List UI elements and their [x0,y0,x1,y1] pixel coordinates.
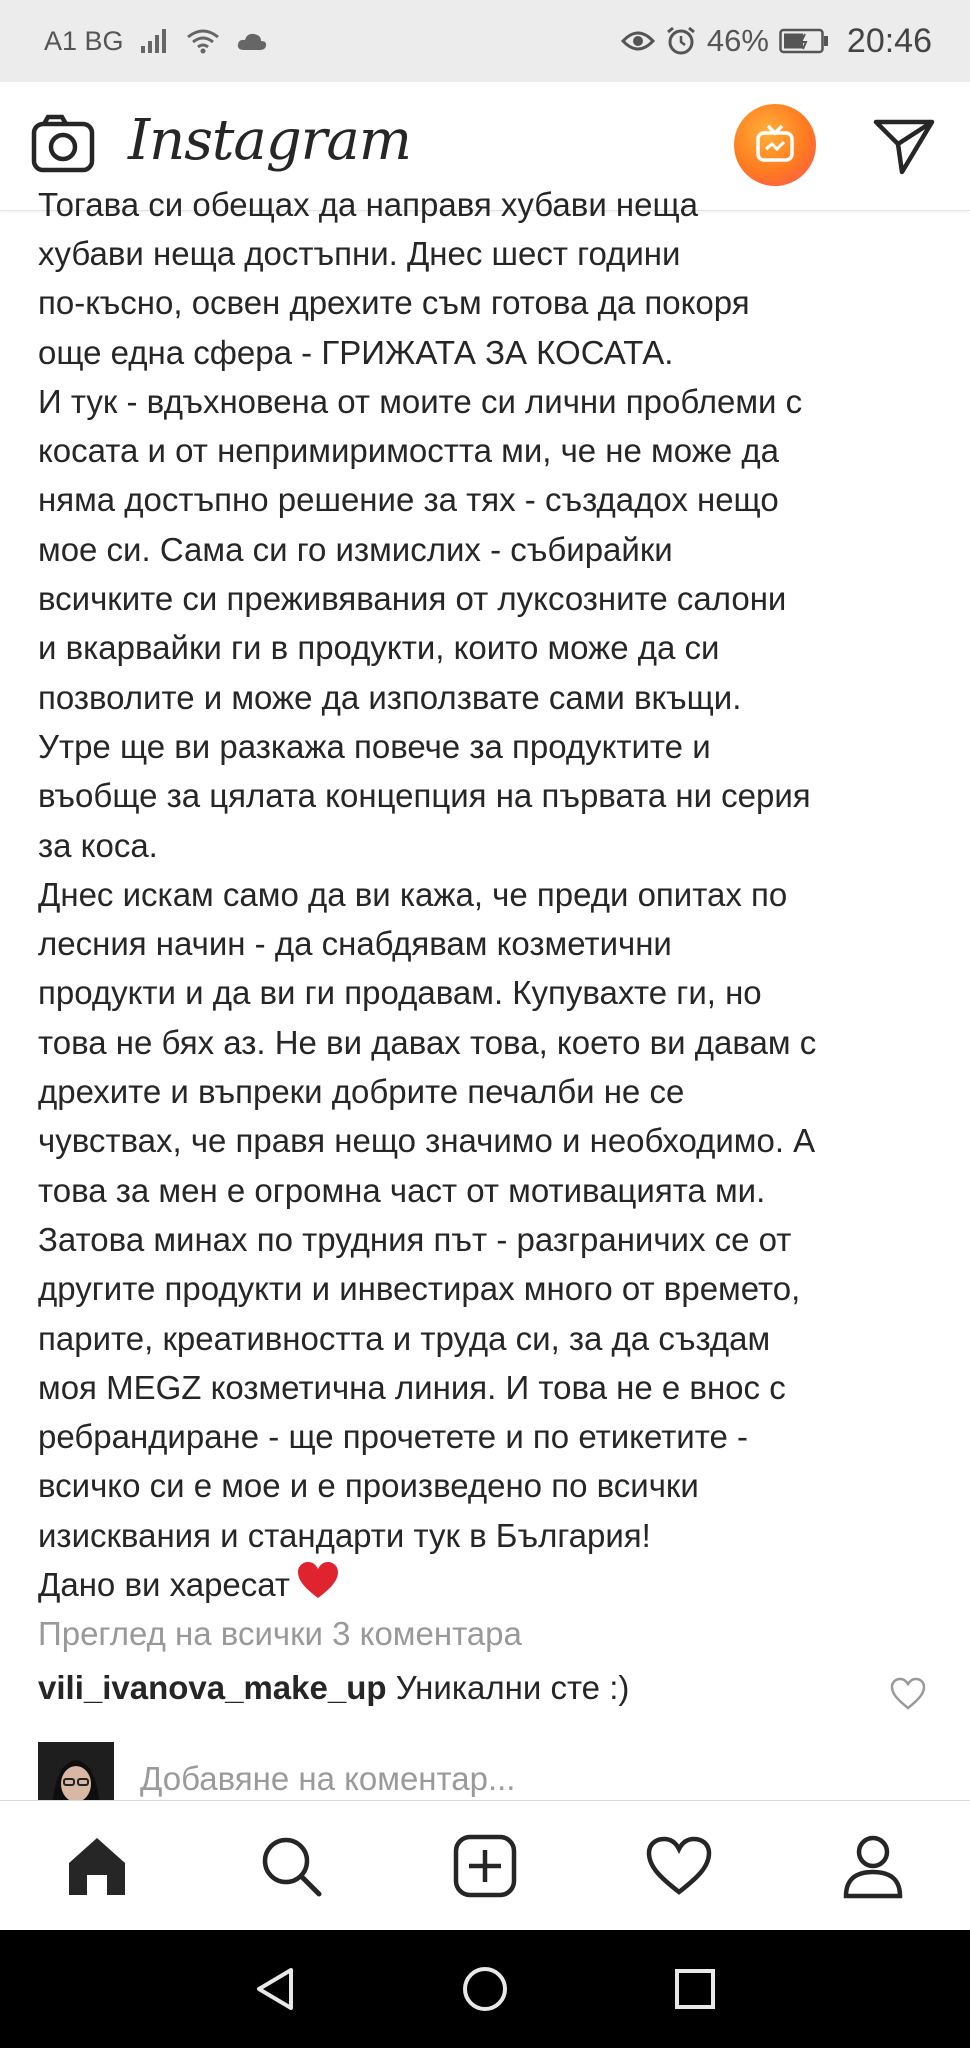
caption-line-text: Днес искам само да ви кажа, че преди опитах по [38,875,788,913]
comment-like-heart-icon[interactable] [890,1677,926,1711]
status-right [621,22,932,61]
battery-icon [779,28,829,54]
caption-line-text: парите, креативността и труда си, за да създам [38,1319,771,1357]
caption-line [38,1166,816,1215]
caption-line [38,1067,816,1116]
caption-line [38,919,816,968]
post-caption [38,186,938,1610]
caption-line-text: изисквания и стандарти тук в България! [38,1516,651,1554]
back-icon [253,1966,297,2012]
caption-line-text: Дано ви харесат [38,1566,291,1604]
caption-line [38,722,816,771]
caption-line [38,1560,816,1609]
caption-line [38,821,816,870]
search-icon [259,1834,323,1898]
caption-line-text: няма достъпно решение за тях - създадох нещо [38,481,779,519]
caption-line [38,377,816,426]
igtv-icon [753,123,797,167]
caption-line [38,1461,816,1510]
caption-line [38,1511,816,1560]
new-post-icon [453,1834,517,1898]
caption-line-text: и вкарвайки ги в продукти, които може да си [38,629,720,667]
caption-line-text: чувствах, че правя нещо значимо и необходимо. А [38,1122,816,1160]
caption-line-text: по-късно, освен дрехите съм готова да покоря [38,284,750,322]
clock: 20:46 [846,21,932,60]
wifi-icon [186,28,220,54]
caption-line-text: И тук - вдъхновена от моите си лични проблеми с [38,382,803,420]
caption-line [38,1264,816,1313]
signal-icon [140,28,170,54]
caption-line-text: Утре ще ви разкажа повече за продуктите и [38,727,711,765]
caption-line-text: дрехите и въпреки добрите печалби не се [38,1073,685,1111]
caption-line [38,1363,816,1412]
igtv-button[interactable] [734,104,816,186]
caption-line-text: всичко си е мое и е произведено по всички [38,1467,699,1505]
carrier-label: A1 BG [44,25,124,56]
system-home-button[interactable] [460,1964,510,2014]
caption-line [38,623,816,672]
activity-heart-icon [646,1836,712,1896]
nav-activity[interactable] [644,1831,714,1901]
caption-line-text: лесния начин - да снабдявам козметични [38,925,672,963]
caption-line [38,1215,816,1264]
caption-line-text: косата и от непримиримостта ми, че не може да [38,432,779,470]
comment-username[interactable]: vili_ivanova_make_up [38,1669,387,1706]
caption-line-text: продукти и да ви ги продавам. Купувахте ги, но [38,974,762,1012]
caption-line [38,1314,816,1363]
caption-line [38,1116,816,1165]
caption-line-text: другите продукти и инвестирах много от времето, [38,1270,801,1308]
caption-lines [38,229,816,1609]
caption-line-text: това за мен е огромна част от мотивацията ми. [38,1171,766,1209]
caption-line [38,968,816,1017]
caption-line [38,771,816,820]
caption-line [38,328,816,377]
caption-line-text: за коса. [38,826,158,864]
comment-row [38,1669,629,1707]
add-comment-input[interactable]: Добавяне на коментар... [140,1760,516,1797]
caption-line-text: това не бях аз. Не ви давах това, което ви давам с [38,1023,817,1061]
caption-line [38,475,816,524]
caption-line [38,1018,816,1067]
system-recents-button[interactable] [670,1964,720,2014]
caption-line-text: моя MEGZ козметична линия. И това не е внос с [38,1368,786,1406]
red-heart-emoji-icon [296,1560,340,1600]
nav-new-post[interactable] [450,1831,520,1901]
comment-text: Уникални сте :) [395,1669,630,1706]
caption-line-text: позволите и може да използвате сами вкъщи. [38,678,742,716]
eye-icon [621,29,655,53]
caption-line [38,426,816,475]
system-nav-bar [0,1930,970,2048]
status-bar [0,0,970,82]
caption-line-text: мое си. Сама си го измислих - събирайки [38,530,673,568]
profile-icon [842,1834,904,1898]
caption-line-text: хубави неща достъпни. Днес шест години [38,235,681,272]
bottom-nav [0,1800,970,1931]
status-left [44,26,268,57]
caption-line-text: въобще за цялата концепция на първата ни серия [38,777,811,815]
nav-search[interactable] [256,1831,326,1901]
caption-line [38,278,816,327]
instagram-logo: Instagram [128,108,411,173]
caption-line [38,673,816,722]
caption-cut-line: Тогава си обещах да направя хубави неща [38,186,698,223]
alarm-icon [665,25,697,57]
recents-icon [674,1968,716,2010]
caption-line-text: всичките си преживявания от луксозните салони [38,580,787,618]
caption-line [38,525,816,574]
caption-line [38,870,816,919]
camera-icon[interactable] [30,112,96,178]
add-comment-bar[interactable] [38,1742,938,1798]
caption-line-text: ребрандиране - ще прочетете и по етикетите - [38,1418,748,1456]
caption-line-text: още една сфера - ГРИЖАТА ЗА КОСАТА. [38,333,674,371]
nav-profile[interactable] [838,1831,908,1901]
system-back-button[interactable] [250,1964,300,2014]
caption-line [38,229,816,278]
nav-home[interactable] [62,1831,132,1901]
view-all-comments-link[interactable]: Преглед на всички 3 коментара [38,1615,522,1652]
caption-line-text: Затова минах по трудния път - разграничих се от [38,1220,792,1258]
caption-line [38,1412,816,1461]
home-icon [65,1835,129,1897]
battery-percent: 46% [706,23,769,58]
home-circle-icon [461,1965,509,2013]
direct-send-icon[interactable] [872,114,936,178]
cloud-icon [236,30,268,52]
caption-line [38,574,816,623]
